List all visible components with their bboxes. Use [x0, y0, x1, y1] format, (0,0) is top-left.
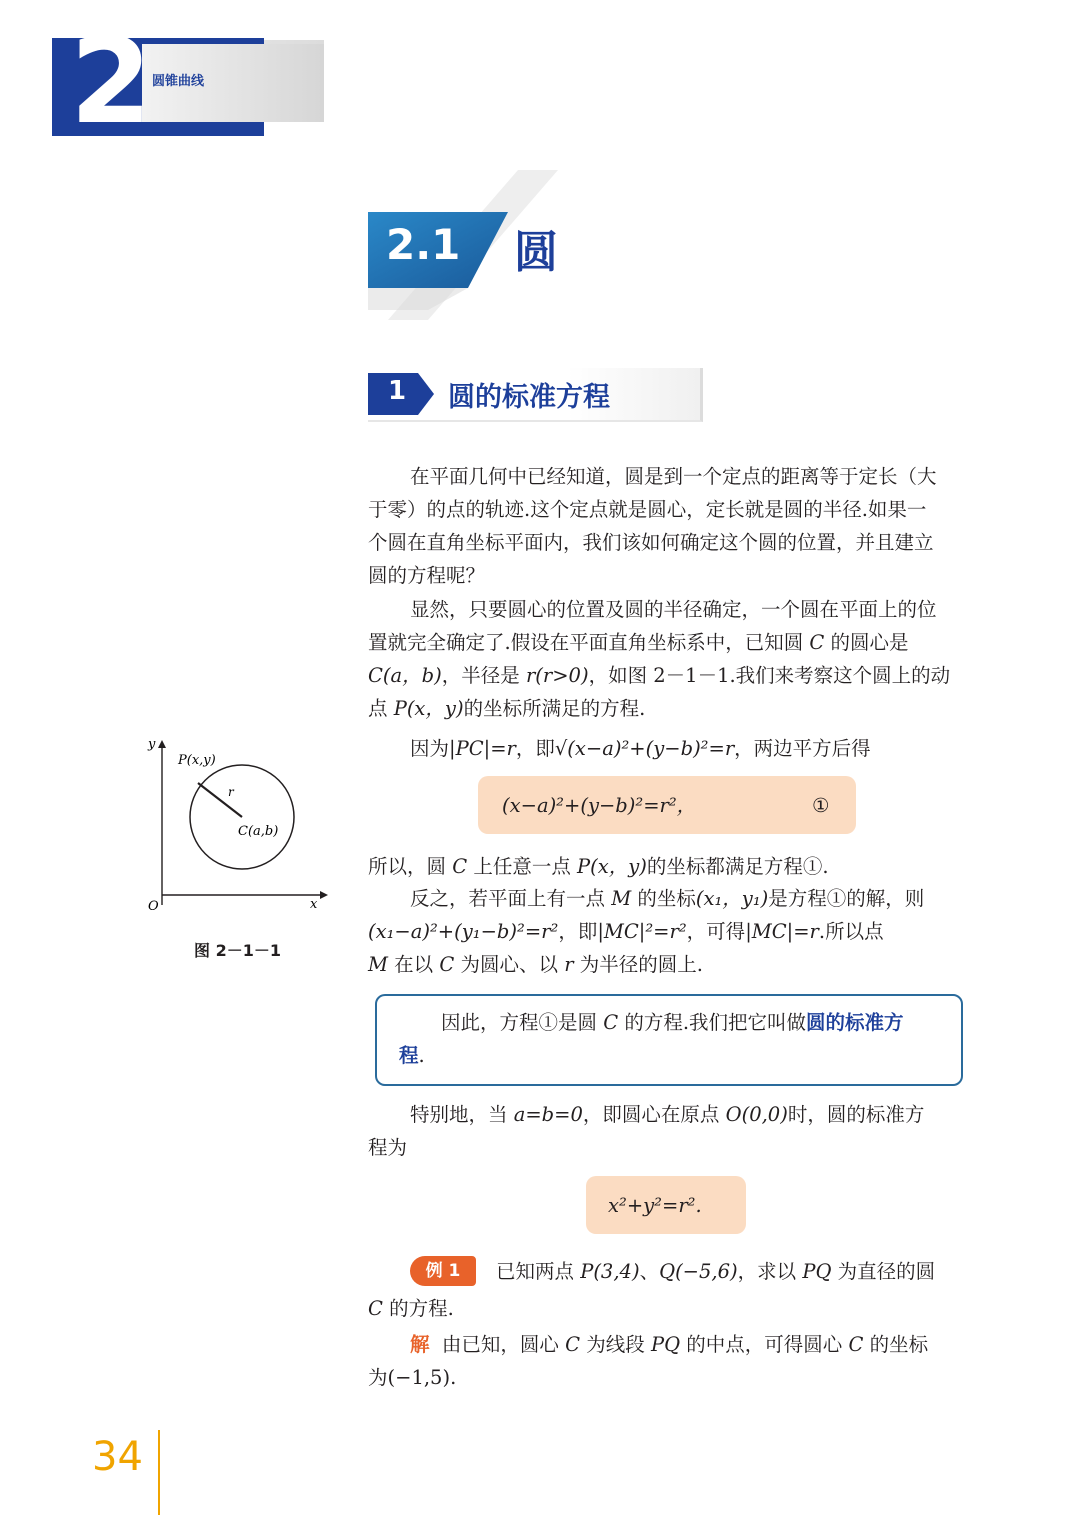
- math: M: [368, 953, 388, 976]
- equation2: x²+y²=r².: [608, 1194, 702, 1217]
- equation2-box: [586, 1176, 746, 1234]
- text: 、: [639, 1260, 660, 1283]
- text: .: [418, 1044, 425, 1067]
- math: C: [603, 1011, 619, 1034]
- para1-line4: 圆的方程呢？: [368, 564, 486, 587]
- label-x: x: [310, 897, 318, 912]
- figure-caption: 图 2－1－1: [194, 941, 281, 960]
- text: 为直径的圆: [831, 1260, 936, 1283]
- text: 在以: [387, 953, 440, 976]
- text: ，如图 2－1－1.我们来考察这个圆上的动: [588, 664, 951, 687]
- page-divider: [158, 1430, 160, 1515]
- text: ，半径是: [441, 664, 526, 687]
- math: C: [452, 855, 468, 878]
- math-sqrt: √(x−a)²+(y−b)²=r: [554, 737, 735, 760]
- para6-line1: [410, 1098, 924, 1131]
- text: 的中点，可得圆心: [680, 1333, 849, 1356]
- label-y: y: [148, 737, 156, 752]
- label-origin: O: [148, 899, 159, 914]
- equation1-marker: ①: [812, 794, 830, 817]
- equation1-box: [478, 776, 856, 834]
- label-radius: r: [228, 785, 234, 799]
- text: ，两边平方后得: [734, 737, 871, 760]
- math: C: [439, 953, 455, 976]
- para6-line2: 程为: [368, 1136, 408, 1159]
- section-number: 2.1: [386, 220, 461, 269]
- figure-circle-diagram: [140, 730, 340, 920]
- text: 反之，若平面上有一点: [410, 887, 612, 910]
- subsection-number: 1: [388, 376, 407, 406]
- para5-line2: [368, 915, 884, 948]
- definition-term: 圆的标准方: [806, 1011, 904, 1034]
- para2-line1: 显然，只要圆心的位置及圆的半径确定，一个圆在平面上的位: [410, 598, 937, 621]
- para1-line1: 在平面几何中已经知道，圆是到一个定点的距离等于定长（大: [410, 465, 937, 488]
- text: 的坐标都满足方程①.: [646, 855, 829, 878]
- para1-line3: 个圆在直角坐标平面内，我们该如何确定这个圆的位置，并且建立: [368, 531, 934, 554]
- text: 因为: [410, 737, 450, 760]
- solution-label: 解: [410, 1333, 430, 1356]
- math: |MC|=r: [745, 920, 819, 943]
- text: ，即: [558, 920, 598, 943]
- math: a=b=0: [513, 1103, 583, 1126]
- math: Q(−5,6): [659, 1260, 738, 1283]
- subsection-title: 圆的标准方程: [448, 382, 610, 413]
- math: PQ: [650, 1333, 681, 1356]
- text: 因此，方程①是圆: [441, 1011, 604, 1034]
- text: 由已知，圆心: [441, 1333, 566, 1356]
- text: 上任意一点: [467, 855, 578, 878]
- text: 的坐标所满足的方程.: [463, 697, 646, 720]
- math: C: [565, 1333, 581, 1356]
- chapter-title: 圆锥曲线: [152, 74, 205, 89]
- para2-line4: [368, 692, 645, 725]
- example-line2: [368, 1292, 454, 1325]
- definition-term: 程: [399, 1044, 419, 1067]
- para2-line2: [368, 626, 909, 659]
- math: r(r>0): [525, 664, 589, 687]
- definition-box: [375, 994, 963, 1086]
- x-axis-arrow: [320, 891, 328, 899]
- text: ，即圆心在原点: [582, 1103, 726, 1126]
- definition-line2: [399, 1039, 425, 1072]
- math: C: [368, 1297, 383, 1320]
- para5-line3: [368, 948, 703, 981]
- text: 的坐标: [863, 1333, 929, 1356]
- text: 为线段: [580, 1333, 651, 1356]
- math: C(a，b): [368, 664, 442, 687]
- solution-line2: 为(−1,5).: [368, 1366, 457, 1389]
- example-line1: [496, 1255, 935, 1288]
- text: ，可得: [686, 920, 746, 943]
- math: r: [564, 953, 574, 976]
- math: P(x，y): [393, 697, 464, 720]
- label-point-p: P(x,y): [178, 753, 216, 768]
- para1-line2: 于零）的点的轨迹.这个定点就是圆心，定长就是圆的半径.如果一: [368, 498, 927, 521]
- math: (x₁，y₁): [695, 887, 769, 910]
- text: 是方程①的解，则: [768, 887, 925, 910]
- math: (x₁−a)²+(y₁−b)²=r²: [368, 920, 559, 943]
- text: 置就完全确定了.假设在平面直角坐标系中，已知圆: [368, 631, 810, 654]
- text: 特别地，当: [410, 1103, 514, 1126]
- para5-line1: [410, 882, 924, 915]
- label-center-c: C(a,b): [238, 824, 279, 839]
- y-axis-arrow: [158, 740, 166, 748]
- text: ，求以: [737, 1260, 803, 1283]
- definition-line1: [441, 1006, 904, 1039]
- text: 已知两点: [496, 1260, 581, 1283]
- text: 为半径的圆上.: [573, 953, 703, 976]
- solution-line1: [410, 1328, 928, 1361]
- text: 时，圆的标准方: [787, 1103, 925, 1126]
- radius-segment: [198, 783, 242, 817]
- math: C: [809, 631, 825, 654]
- para3-line: [410, 732, 871, 765]
- text: 的圆心是: [824, 631, 909, 654]
- math: PQ: [802, 1260, 832, 1283]
- text: 的方程.我们把它叫做: [618, 1011, 807, 1034]
- para4-line: [368, 850, 829, 883]
- math: |PC|=r: [449, 737, 516, 760]
- text: ，即: [515, 737, 555, 760]
- page-number: 34: [92, 1434, 143, 1480]
- text: 所以，圆: [368, 855, 453, 878]
- text: .所以点: [818, 920, 884, 943]
- math: P(x，y): [577, 855, 647, 878]
- text: 为圆心、以: [454, 953, 565, 976]
- math: M: [611, 887, 632, 910]
- math: C: [848, 1333, 864, 1356]
- math: P(3,4): [580, 1260, 640, 1283]
- section-title: 圆: [514, 227, 558, 278]
- text: 点: [368, 697, 394, 720]
- text: 的坐标: [631, 887, 696, 910]
- equation1: (x−a)²+(y−b)²=r²，: [502, 794, 697, 817]
- math: O(0,0): [725, 1103, 788, 1126]
- para2-line3: [368, 659, 950, 692]
- chapter-number: 2: [70, 12, 149, 150]
- math: |MC|²=r²: [597, 920, 687, 943]
- example-badge: 例 1: [410, 1256, 476, 1286]
- text: 的方程.: [382, 1297, 454, 1320]
